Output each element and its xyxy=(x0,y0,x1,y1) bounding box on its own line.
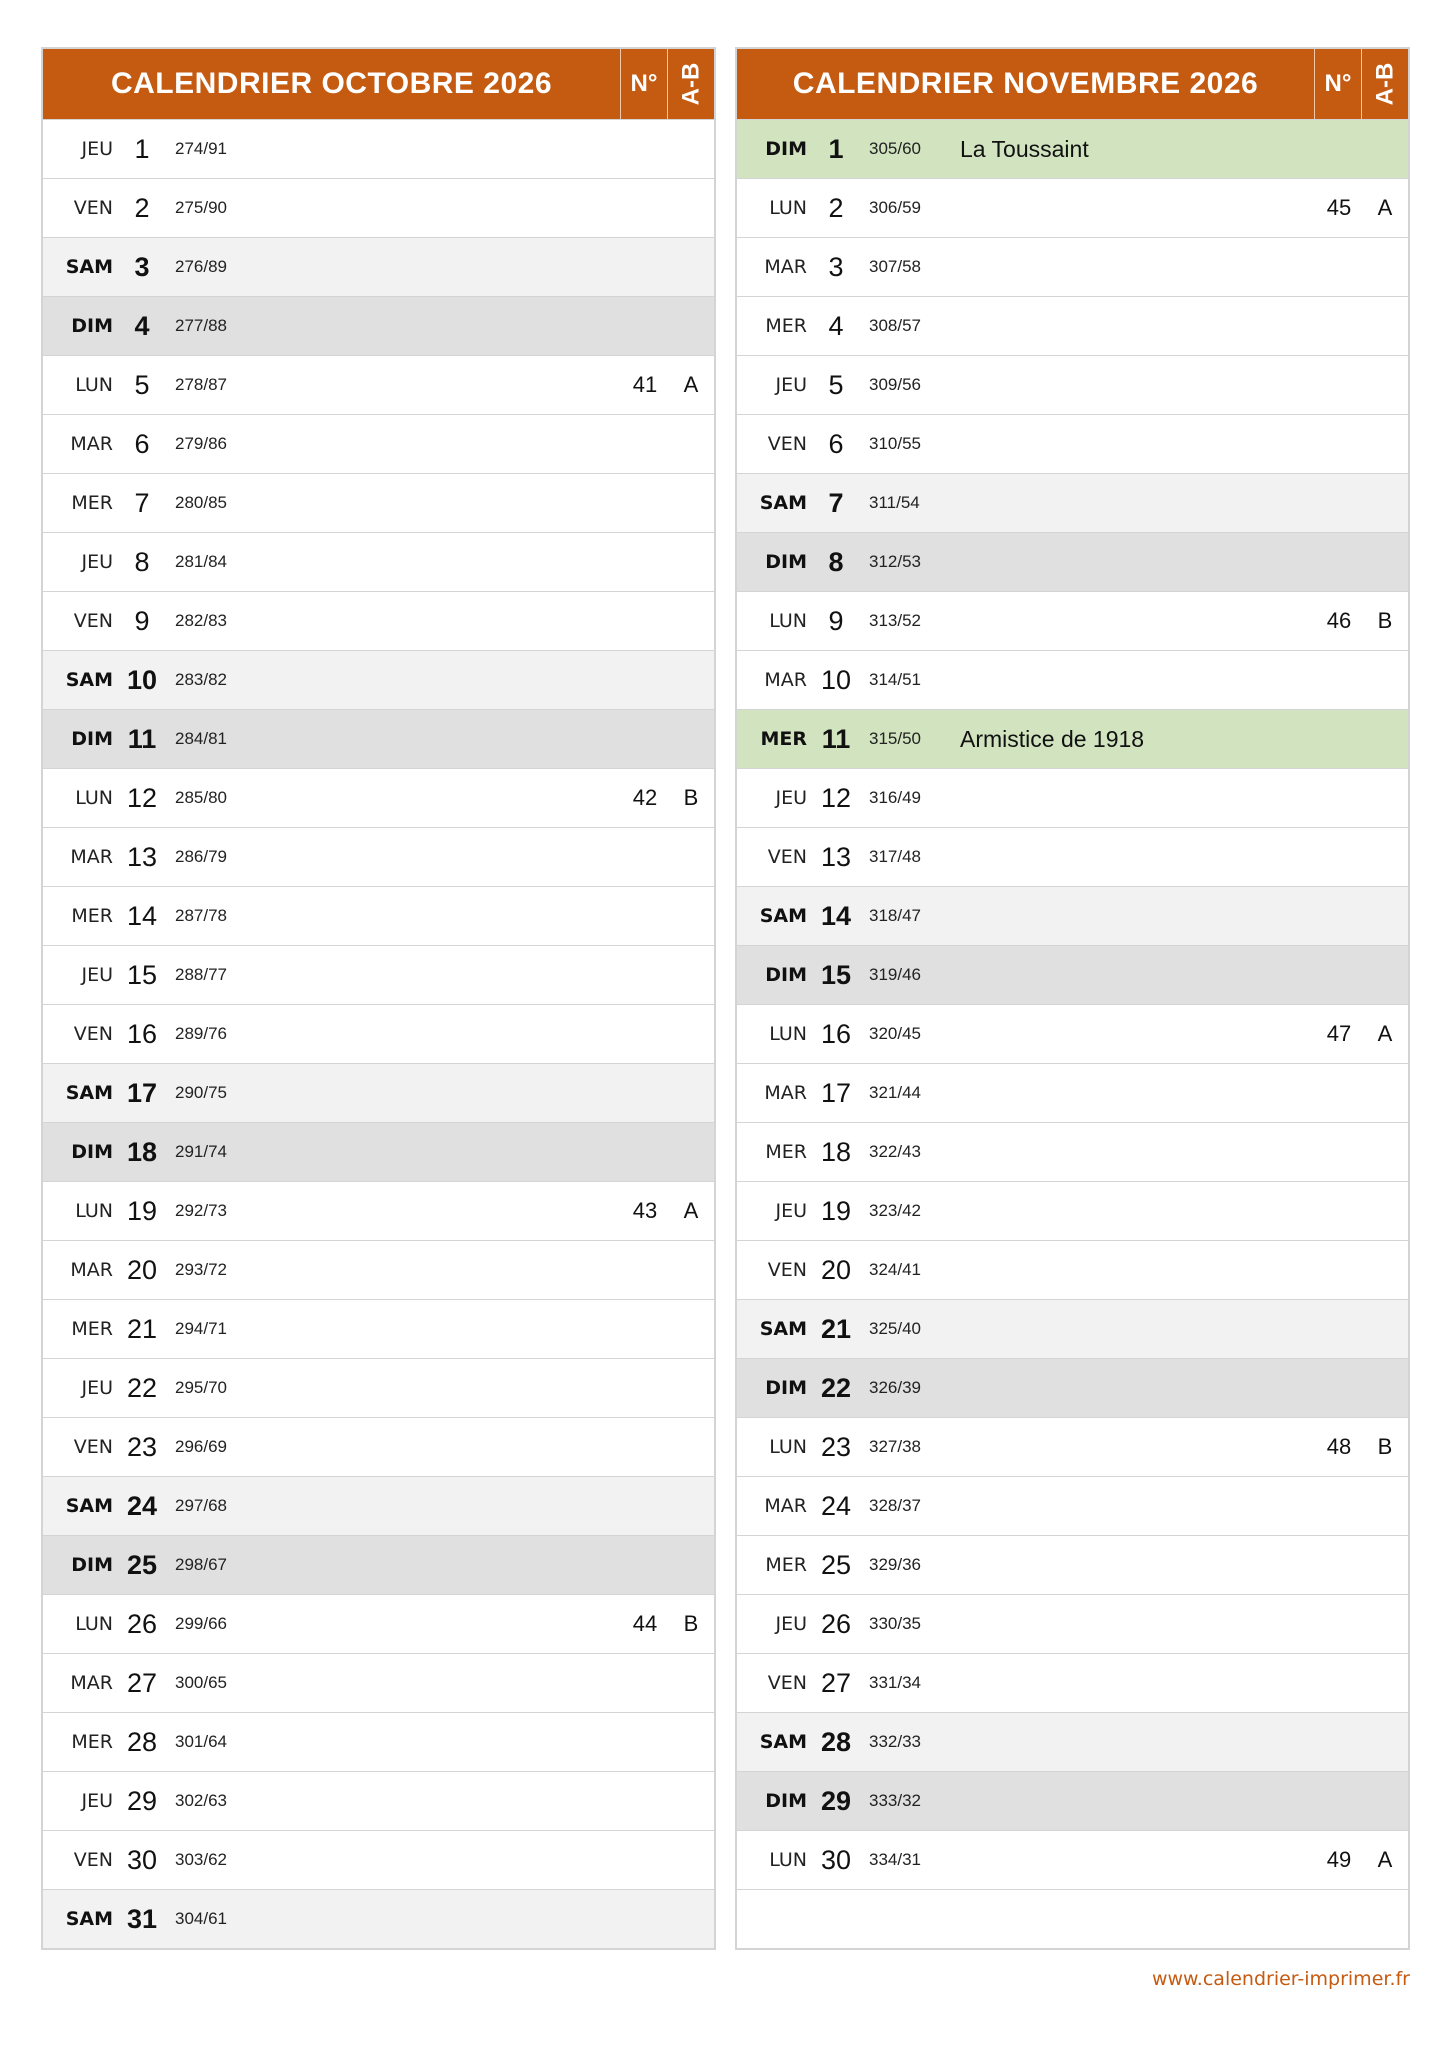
day-of-year: 330/35 xyxy=(869,1614,921,1633)
day-row xyxy=(737,709,1408,768)
day-of-week: MAR xyxy=(764,256,807,278)
day-row xyxy=(43,178,714,237)
day-of-week: MAR xyxy=(70,1672,113,1694)
day-number: 30 xyxy=(820,1844,852,1875)
day-number: 25 xyxy=(126,1549,158,1580)
day-of-year: 282/83 xyxy=(175,611,227,630)
week-number: 48 xyxy=(1326,1434,1352,1459)
day-of-year: 288/77 xyxy=(175,965,227,984)
day-row xyxy=(43,1004,714,1063)
day-number: 20 xyxy=(820,1254,852,1285)
day-of-week: MAR xyxy=(70,1259,113,1281)
day-number: 1 xyxy=(134,133,150,164)
day-of-week: JEU xyxy=(81,551,113,573)
day-of-week: VEN xyxy=(767,846,807,868)
day-of-year: 277/88 xyxy=(175,316,227,335)
week-number-header: N° xyxy=(620,49,667,119)
day-of-year: 285/80 xyxy=(175,788,227,807)
day-of-year: 322/43 xyxy=(869,1142,921,1161)
day-number: 24 xyxy=(820,1490,852,1521)
day-of-week: VEN xyxy=(767,1672,807,1694)
day-number: 19 xyxy=(126,1195,158,1226)
day-row xyxy=(737,355,1408,414)
ab-week-letter: B xyxy=(683,1611,699,1636)
day-of-week: MAR xyxy=(764,1082,807,1104)
day-row xyxy=(43,1122,714,1181)
week-number: 45 xyxy=(1326,195,1352,220)
day-of-week: JEU xyxy=(81,964,113,986)
day-of-year: 289/76 xyxy=(175,1024,227,1043)
day-of-year: 325/40 xyxy=(869,1319,921,1338)
day-of-week: MER xyxy=(760,728,807,750)
day-of-week: VEN xyxy=(73,610,113,632)
day-of-year: 314/51 xyxy=(869,670,921,689)
day-number: 14 xyxy=(820,900,852,931)
day-row xyxy=(43,709,714,768)
day-row xyxy=(43,1417,714,1476)
day-of-year: 315/50 xyxy=(869,729,921,748)
day-of-year: 280/85 xyxy=(175,493,227,512)
day-of-week: JEU xyxy=(775,787,807,809)
month-title: CALENDRIER OCTOBRE 2026 xyxy=(110,67,553,100)
day-row xyxy=(43,296,714,355)
day-number: 19 xyxy=(820,1195,852,1226)
day-row xyxy=(737,296,1408,355)
day-of-year: 321/44 xyxy=(869,1083,921,1102)
day-of-year: 306/59 xyxy=(869,198,921,217)
day-row xyxy=(737,1240,1408,1299)
day-number: 20 xyxy=(126,1254,158,1285)
day-row xyxy=(43,355,714,414)
day-of-week: MAR xyxy=(764,1495,807,1517)
day-row xyxy=(43,237,714,296)
day-of-year: 313/52 xyxy=(869,611,921,630)
day-of-week: LUN xyxy=(75,1200,113,1222)
day-row xyxy=(43,1535,714,1594)
day-number: 10 xyxy=(126,664,158,695)
day-number: 1 xyxy=(828,133,844,164)
day-number: 6 xyxy=(134,428,150,459)
day-number: 6 xyxy=(828,428,844,459)
day-of-week: DIM xyxy=(71,315,113,337)
day-of-week: JEU xyxy=(81,138,113,160)
ab-week-letter: A xyxy=(1377,1021,1393,1046)
day-of-week: MER xyxy=(71,1731,113,1753)
day-of-year: 324/41 xyxy=(869,1260,921,1279)
day-row xyxy=(737,1476,1408,1535)
day-number: 22 xyxy=(820,1372,852,1403)
ab-header-label: A-B xyxy=(1371,62,1398,106)
ab-week-letter: B xyxy=(1377,1434,1393,1459)
day-of-year: 301/64 xyxy=(175,1732,227,1751)
day-rows xyxy=(737,119,1408,1948)
day-of-week: DIM xyxy=(765,964,807,986)
day-number: 23 xyxy=(820,1431,852,1462)
day-of-week: LUN xyxy=(769,610,807,632)
day-of-year: 332/33 xyxy=(869,1732,921,1751)
day-of-week: LUN xyxy=(769,1023,807,1045)
day-number: 21 xyxy=(126,1313,158,1344)
day-row xyxy=(737,1358,1408,1417)
day-of-year: 303/62 xyxy=(175,1850,227,1869)
day-number: 10 xyxy=(820,664,852,695)
day-row xyxy=(737,414,1408,473)
day-of-year: 302/63 xyxy=(175,1791,227,1810)
day-number: 23 xyxy=(126,1431,158,1462)
day-number: 13 xyxy=(820,841,852,872)
day-of-year: 287/78 xyxy=(175,906,227,925)
day-of-year: 279/86 xyxy=(175,434,227,453)
day-of-week: SAM xyxy=(65,669,113,691)
ab-header-label: A-B xyxy=(677,62,704,106)
day-of-year: 281/84 xyxy=(175,552,227,571)
day-of-week: MER xyxy=(71,1318,113,1340)
day-of-week: DIM xyxy=(765,138,807,160)
day-of-week: MAR xyxy=(764,669,807,691)
day-number: 18 xyxy=(126,1136,158,1167)
day-row xyxy=(737,1004,1408,1063)
day-number: 5 xyxy=(828,369,844,400)
day-of-week: SAM xyxy=(759,1731,807,1753)
ab-week-letter: A xyxy=(683,372,699,397)
day-row xyxy=(737,1417,1408,1476)
day-of-week: SAM xyxy=(759,1318,807,1340)
day-of-year: 283/82 xyxy=(175,670,227,689)
ab-week-letter: A xyxy=(683,1198,699,1223)
day-number: 16 xyxy=(126,1018,158,1049)
event-label: Armistice de 1918 xyxy=(960,725,1145,752)
day-number: 30 xyxy=(126,1844,158,1875)
day-number: 11 xyxy=(821,723,851,754)
day-row xyxy=(737,178,1408,237)
month-header xyxy=(43,49,714,119)
day-row xyxy=(737,886,1408,945)
day-row xyxy=(43,650,714,709)
calendar-november xyxy=(735,47,1410,1950)
day-row xyxy=(43,886,714,945)
day-of-week: MAR xyxy=(70,433,113,455)
day-of-week: JEU xyxy=(775,1200,807,1222)
day-row xyxy=(43,1771,714,1830)
day-number: 12 xyxy=(126,782,158,813)
day-of-week: MER xyxy=(765,315,807,337)
day-of-year: 296/69 xyxy=(175,1437,227,1456)
day-of-year: 300/65 xyxy=(175,1673,227,1692)
day-row xyxy=(43,473,714,532)
day-row xyxy=(737,532,1408,591)
day-row xyxy=(737,1299,1408,1358)
day-number: 7 xyxy=(134,487,150,518)
day-of-week: VEN xyxy=(73,197,113,219)
day-row xyxy=(737,1063,1408,1122)
day-of-year: 307/58 xyxy=(869,257,921,276)
day-of-week: VEN xyxy=(767,1259,807,1281)
day-of-year: 276/89 xyxy=(175,257,227,276)
calendar-october xyxy=(41,47,716,1950)
day-row xyxy=(43,1889,714,1948)
day-number: 2 xyxy=(134,192,150,223)
day-row xyxy=(737,1122,1408,1181)
day-of-week: MER xyxy=(71,905,113,927)
day-row xyxy=(43,1181,714,1240)
ab-week-letter: B xyxy=(1377,608,1393,633)
day-row xyxy=(43,1299,714,1358)
day-number: 25 xyxy=(820,1549,852,1580)
day-of-week: VEN xyxy=(73,1436,113,1458)
day-of-year: 311/54 xyxy=(869,493,920,512)
day-of-year: 297/68 xyxy=(175,1496,227,1515)
day-row xyxy=(737,827,1408,886)
day-row xyxy=(737,237,1408,296)
day-of-year: 318/47 xyxy=(869,906,921,925)
day-number: 12 xyxy=(820,782,852,813)
day-of-week: DIM xyxy=(765,1377,807,1399)
day-of-week: JEU xyxy=(775,374,807,396)
day-of-week: VEN xyxy=(767,433,807,455)
day-number: 3 xyxy=(828,251,844,282)
day-row xyxy=(43,1476,714,1535)
day-of-week: SAM xyxy=(65,1082,113,1104)
day-of-week: LUN xyxy=(769,1436,807,1458)
day-number: 17 xyxy=(126,1077,158,1108)
day-of-week: MER xyxy=(765,1554,807,1576)
day-row xyxy=(43,591,714,650)
day-of-year: 312/53 xyxy=(869,552,921,571)
day-row xyxy=(43,1063,714,1122)
day-row xyxy=(43,532,714,591)
day-of-week: DIM xyxy=(765,551,807,573)
day-of-year: 334/31 xyxy=(869,1850,921,1869)
month-header xyxy=(737,49,1408,119)
day-row xyxy=(43,1240,714,1299)
day-row xyxy=(737,119,1408,178)
day-of-year: 323/42 xyxy=(869,1201,921,1220)
day-of-year: 319/46 xyxy=(869,965,921,984)
day-number: 7 xyxy=(828,487,844,518)
website-link[interactable]: www.calendrier-imprimer.fr xyxy=(1151,1968,1410,1990)
day-number: 16 xyxy=(820,1018,852,1049)
event-label: La Toussaint xyxy=(960,135,1089,162)
day-row xyxy=(737,1712,1408,1771)
day-of-year: 278/87 xyxy=(175,375,227,394)
day-of-year: 308/57 xyxy=(869,316,921,335)
day-of-week: DIM xyxy=(71,1141,113,1163)
day-number: 11 xyxy=(127,723,157,754)
week-number: 43 xyxy=(632,1198,658,1223)
day-row xyxy=(737,1181,1408,1240)
day-row xyxy=(737,945,1408,1004)
day-number: 2 xyxy=(828,192,844,223)
month-title: CALENDRIER NOVEMBRE 2026 xyxy=(792,67,1259,100)
day-of-week: SAM xyxy=(65,1495,113,1517)
day-row xyxy=(43,945,714,1004)
day-of-year: 299/66 xyxy=(175,1614,227,1633)
week-number: 41 xyxy=(632,372,658,397)
day-row xyxy=(43,1712,714,1771)
day-number: 18 xyxy=(820,1136,852,1167)
day-row xyxy=(737,473,1408,532)
day-of-year: 274/91 xyxy=(175,139,227,158)
day-of-week: LUN xyxy=(769,1849,807,1871)
day-number: 5 xyxy=(134,369,150,400)
day-of-week: JEU xyxy=(81,1377,113,1399)
day-of-week: LUN xyxy=(75,787,113,809)
week-number: 44 xyxy=(632,1611,658,1636)
day-number: 14 xyxy=(126,900,158,931)
ab-week-letter: A xyxy=(1377,1847,1393,1872)
day-number: 8 xyxy=(828,546,844,577)
day-of-week: MER xyxy=(765,1141,807,1163)
day-of-year: 292/73 xyxy=(175,1201,227,1220)
day-row xyxy=(737,1535,1408,1594)
day-of-year: 305/60 xyxy=(869,139,921,158)
day-row xyxy=(43,768,714,827)
week-number: 42 xyxy=(632,785,658,810)
day-rows xyxy=(43,119,714,1948)
week-number: 46 xyxy=(1326,608,1352,633)
day-row xyxy=(737,1830,1408,1889)
day-number: 13 xyxy=(126,841,158,872)
day-number: 26 xyxy=(126,1608,158,1639)
day-number: 15 xyxy=(820,959,852,990)
day-of-year: 293/72 xyxy=(175,1260,227,1279)
week-number: 49 xyxy=(1326,1847,1352,1872)
ab-header xyxy=(1361,49,1408,119)
day-number: 3 xyxy=(134,251,150,282)
day-number: 29 xyxy=(126,1785,158,1816)
day-of-week: DIM xyxy=(765,1790,807,1812)
day-of-week: DIM xyxy=(71,728,113,750)
day-number: 17 xyxy=(820,1077,852,1108)
day-row xyxy=(43,1830,714,1889)
day-of-week: VEN xyxy=(73,1849,113,1871)
day-of-year: 317/48 xyxy=(869,847,921,866)
day-number: 21 xyxy=(820,1313,852,1344)
day-of-year: 333/32 xyxy=(869,1791,921,1810)
day-of-week: JEU xyxy=(81,1790,113,1812)
day-number: 8 xyxy=(134,546,150,577)
day-of-year: 275/90 xyxy=(175,198,227,217)
day-of-week: MAR xyxy=(70,846,113,868)
day-of-year: 286/79 xyxy=(175,847,227,866)
day-row xyxy=(737,1889,1408,1948)
day-of-week: SAM xyxy=(65,256,113,278)
day-of-year: 290/75 xyxy=(175,1083,227,1102)
day-number: 28 xyxy=(820,1726,852,1757)
day-row xyxy=(737,1594,1408,1653)
day-number: 4 xyxy=(828,310,844,341)
day-number: 9 xyxy=(134,605,150,636)
day-of-year: 291/74 xyxy=(175,1142,227,1161)
day-of-week: DIM xyxy=(71,1554,113,1576)
day-of-year: 284/81 xyxy=(175,729,227,748)
ab-week-letter: A xyxy=(1377,195,1393,220)
day-row xyxy=(43,1653,714,1712)
day-row xyxy=(737,591,1408,650)
day-number: 28 xyxy=(126,1726,158,1757)
day-row xyxy=(43,1358,714,1417)
day-of-week: SAM xyxy=(759,905,807,927)
day-number: 31 xyxy=(126,1903,158,1934)
day-number: 27 xyxy=(820,1667,852,1698)
day-row xyxy=(737,768,1408,827)
day-of-week: LUN xyxy=(75,374,113,396)
day-row xyxy=(43,827,714,886)
day-number: 15 xyxy=(126,959,158,990)
day-number: 9 xyxy=(828,605,844,636)
day-number: 4 xyxy=(134,310,150,341)
ab-week-letter: B xyxy=(683,785,699,810)
day-of-week: MER xyxy=(71,492,113,514)
day-of-year: 295/70 xyxy=(175,1378,227,1397)
day-of-year: 329/36 xyxy=(869,1555,921,1574)
day-number: 24 xyxy=(126,1490,158,1521)
day-of-year: 304/61 xyxy=(175,1909,227,1928)
day-of-year: 310/55 xyxy=(869,434,921,453)
day-of-week: SAM xyxy=(65,1908,113,1930)
day-number: 26 xyxy=(820,1608,852,1639)
day-row xyxy=(737,1653,1408,1712)
day-of-year: 326/39 xyxy=(869,1378,921,1397)
week-number: 47 xyxy=(1326,1021,1352,1046)
day-of-year: 327/38 xyxy=(869,1437,921,1456)
day-row xyxy=(737,1771,1408,1830)
week-number-header: N° xyxy=(1314,49,1361,119)
day-of-year: 309/56 xyxy=(869,375,921,394)
day-of-week: JEU xyxy=(775,1613,807,1635)
day-row xyxy=(43,119,714,178)
day-of-year: 331/34 xyxy=(869,1673,921,1692)
day-number: 29 xyxy=(820,1785,852,1816)
day-row xyxy=(43,414,714,473)
day-of-year: 294/71 xyxy=(175,1319,227,1338)
day-of-week: LUN xyxy=(769,197,807,219)
day-of-year: 316/49 xyxy=(869,788,921,807)
day-of-year: 320/45 xyxy=(869,1024,921,1043)
day-of-year: 298/67 xyxy=(175,1555,227,1574)
day-of-week: SAM xyxy=(759,492,807,514)
day-number: 22 xyxy=(126,1372,158,1403)
day-of-week: LUN xyxy=(75,1613,113,1635)
day-of-year: 328/37 xyxy=(869,1496,921,1515)
day-row xyxy=(737,650,1408,709)
ab-header xyxy=(667,49,714,119)
day-of-week: VEN xyxy=(73,1023,113,1045)
day-row xyxy=(43,1594,714,1653)
day-number: 27 xyxy=(126,1667,158,1698)
